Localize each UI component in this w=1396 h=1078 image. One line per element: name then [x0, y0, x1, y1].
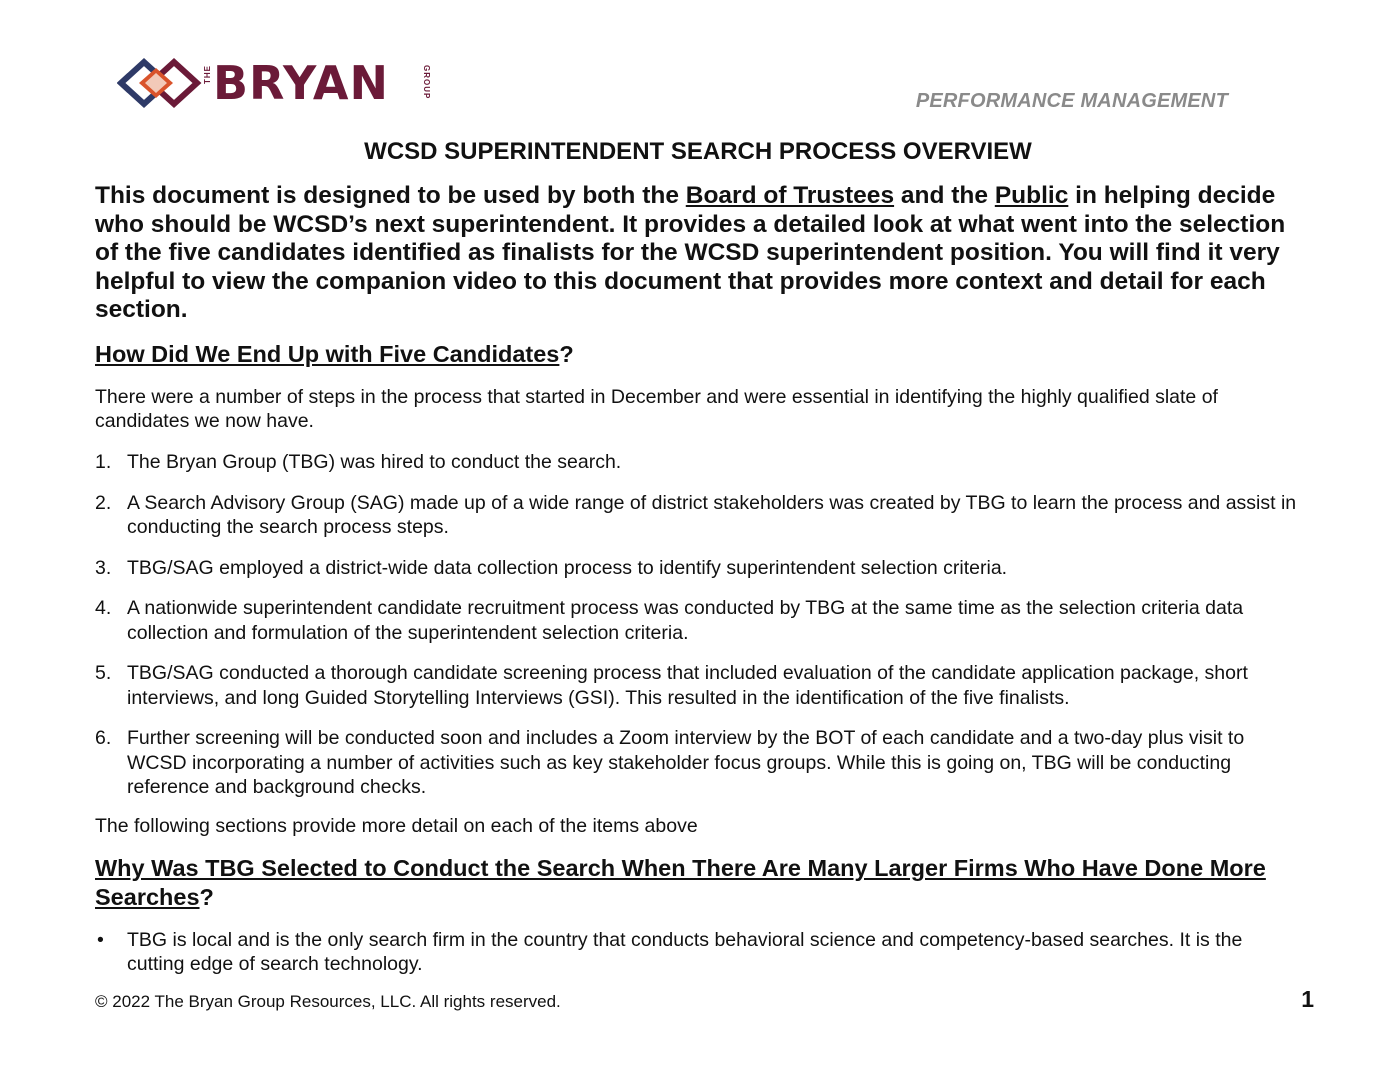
intro-text-part3: in helping decide who should be WCSD’s next superintendent. It provides a detailed look at what went into the selection of the five candidates identified as finalists for the WCSD superintendent position. You will find it very helpful to view the companion video to this document that provides more context and detail for each section. — [95, 182, 1286, 323]
section2-heading — [95, 854, 1300, 912]
logo-wordmark: BRYAN — [213, 56, 389, 110]
header-tagline: PERFORMANCE MANAGEMENT — [915, 90, 1228, 112]
list-item-text: The Bryan Group (TBG) was hired to conduct the search. — [127, 451, 622, 473]
process-steps-list — [95, 450, 1300, 816]
list-item-text: TBG/SAG employed a district-wide data collection process to identify superintendent selection criteria. — [127, 556, 1008, 579]
list-item — [95, 726, 1300, 800]
list-item-number: 3. — [95, 556, 112, 579]
list-item-text: A nationwide superintendent candidate recruitment process was conducted by TBG at the same time as the selection criteria data collection and formulation of the superintendent selection criteria. — [127, 597, 1244, 644]
intro-text-part2: and the — [894, 182, 995, 209]
section1-lead-paragraph: There were a number of steps in the process that started in December and were essential in identifying the highly qualified slate of candidates we now have. — [95, 386, 1218, 432]
intro-public: Public — [994, 182, 1069, 209]
list-item-text: TBG/SAG conducted a thorough candidate screening process that included evaluation of the candidate application package, short interviews, and long Guided Storytelling Interviews (GSI). This resulted in the identification of the five finalists. — [127, 662, 1248, 709]
logo-the-label: THE — [203, 65, 212, 84]
section1-heading — [95, 340, 1300, 369]
list-item-text: Further screening will be conducted soon and includes a Zoom interview by the BOT of each candidate and a two-day plus visit to WCSD incorporating a number of activities such as key stakeholder focus groups. While this is going on, TBG will be conducting reference and background checks. — [127, 727, 1245, 798]
diamond-logo-icon — [117, 56, 207, 110]
list-item — [95, 661, 1300, 710]
logo-group-label: GROUP — [422, 65, 431, 100]
section2-bullet-list — [95, 928, 1300, 976]
list-item-text: A Search Advisory Group (SAG) made up of a wide range of district stakeholders was created by TBG to learn the process and assist in conducting the search process steps. — [127, 491, 1297, 538]
list-item — [95, 556, 1300, 581]
intro-board-of-trustees: Board of Trustees — [685, 182, 895, 209]
page-number: 1 — [1301, 986, 1314, 1012]
intro-text-part1: This document is designed to be used by both the — [95, 182, 686, 209]
list-item — [95, 450, 1300, 475]
section1-closing-paragraph: The following sections provide more detail on each of the items above — [95, 815, 698, 837]
list-item-number: 2. — [95, 491, 112, 514]
section2-heading-text: Why Was TBG Selected to Conduct the Search When There Are Many Larger Firms Who Have Done More Searches — [95, 855, 1266, 910]
list-item-number: 6. — [95, 727, 112, 749]
list-item-number: 1. — [95, 451, 112, 473]
intro-paragraph — [95, 182, 1300, 325]
list-item-number: 4. — [95, 597, 112, 619]
footer-copyright: © 2022 The Bryan Group Resources, LLC. All rights reserved. — [95, 992, 561, 1011]
bullet-marker: • — [97, 929, 104, 951]
section1-heading-text: How Did We End Up with Five Candidates — [95, 341, 560, 367]
document-title: WCSD SUPERINTENDENT SEARCH PROCESS OVERVIEW — [364, 138, 1032, 165]
list-item-text: TBG is local and is the only search firm in the country that conducts behavioral science and competency-based searches. It is the cutting edge of search technology. — [127, 929, 1243, 975]
list-item-number: 5. — [95, 662, 112, 684]
section1-heading-suffix: ? — [559, 341, 574, 367]
list-item — [95, 596, 1300, 645]
list-item — [95, 928, 1300, 976]
list-item — [95, 491, 1300, 540]
section2-heading-suffix: ? — [199, 884, 214, 910]
bryan-group-logo — [117, 56, 437, 110]
